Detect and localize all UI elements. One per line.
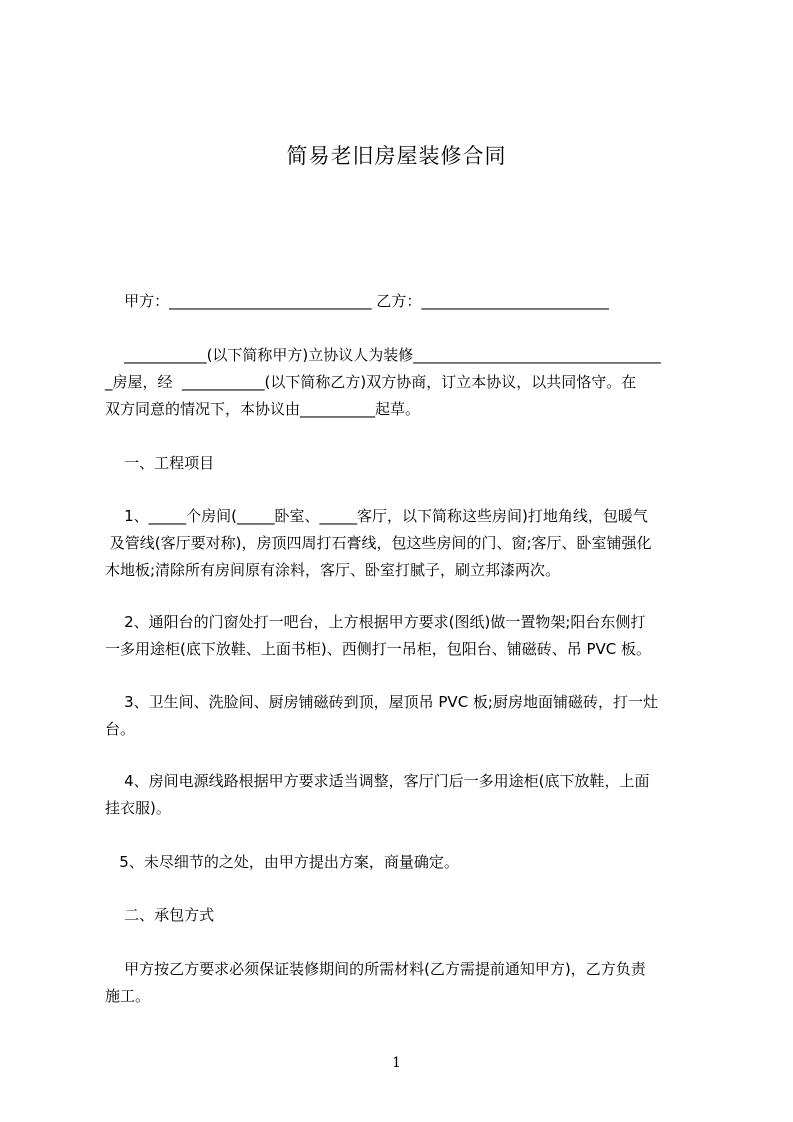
page-number: 1 <box>392 1055 401 1071</box>
item-3-line-2: 台。 <box>105 720 136 738</box>
item-2-line-1: 2、通阳台的门窗处打一吧台，上方根据甲方要求(图纸)做一置物架;阳台东侧打 <box>105 613 646 631</box>
item-4-line-1: 4、房间电源线路根据甲方要求适当调整，客厅门后一多用途柜(底下放鞋，上面 <box>105 772 650 790</box>
item-5-line: 5、未尽细节的之处，由甲方提出方案，商量确定。 <box>105 853 459 871</box>
contract-method-line-2: 施工。 <box>105 987 151 1005</box>
item-1-line-1: 1、_____个房间(_____卧室、_____客厅，以下简称这些房间)打地角线，包暖气 <box>105 507 648 525</box>
item-4-line-2: 挂衣服)。 <box>105 799 171 817</box>
item-1-line-3: 木地板;清除所有房间原有涂料，客厅、卧室打腻子，刷立邦漆两次。 <box>105 561 561 579</box>
intro-line-2: _房屋，经 ___________(以下简称乙方)双方协商，订立本协议，以共同恪守。在 <box>105 373 637 391</box>
item-2-line-2: 一多用途柜(底下放鞋、上面书柜)、西侧打一吊柜，包阳台、铺磁砖、吊 PVC 板。 <box>105 640 652 658</box>
section-heading-1: 一、工程项目 <box>105 454 215 472</box>
section-heading-2: 二、承包方式 <box>105 906 215 924</box>
contract-method-line-1: 甲方按乙方要求必须保证装修期间的所需材料(乙方需提前通知甲方)，乙方负责 <box>105 960 646 978</box>
party-line: 甲方：___________________________ 乙方：_________________________ <box>105 292 609 310</box>
document-title: 简易老旧房屋装修合同 <box>286 144 507 168</box>
intro-line-1: ___________(以下简称甲方)立协议人为装修_________________________________ <box>105 346 661 364</box>
intro-line-3: 双方同意的情况下，本协议由__________起草。 <box>105 400 421 418</box>
item-1-line-2: 及管线(客厅要对称)，房顶四周打石膏线，包这些房间的门、窗;客厅、卧室铺强化 <box>105 534 652 552</box>
item-3-line-1: 3、卫生间、洗脸间、厨房铺磁砖到顶，屋顶吊 PVC 板;厨房地面铺磁砖，打一灶 <box>105 693 658 711</box>
